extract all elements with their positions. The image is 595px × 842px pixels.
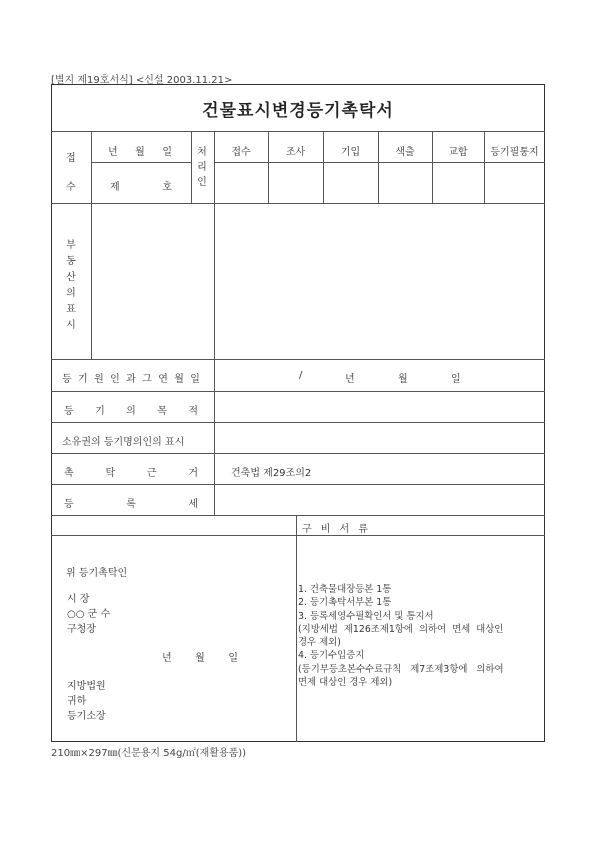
tax-field[interactable] (216, 486, 544, 514)
divider (51, 203, 545, 204)
addressee-label: 귀하 (67, 696, 87, 707)
divider (378, 131, 379, 203)
list-item: 4. 등기수입증지 (298, 650, 365, 662)
divider (484, 131, 485, 203)
list-item: 1. 건축물대장등본 1통 (298, 584, 392, 595)
property-label (64, 238, 78, 334)
divider (191, 131, 192, 203)
day-label: 일 (162, 147, 172, 158)
divider (51, 391, 545, 392)
divider (214, 162, 545, 163)
applicant-county: ○○ 군 수 (67, 609, 111, 620)
col-entry: 기입 (340, 147, 361, 158)
form-footer: 210㎜×297㎜(신문용지 54g/㎡(재활용품)) (51, 748, 247, 759)
divider (432, 131, 433, 203)
cause-date-field[interactable] (216, 361, 544, 390)
reception-number-field[interactable] (110, 178, 172, 193)
divider (51, 359, 545, 360)
applicant-ward: 구청장 (67, 624, 96, 635)
handler-char: 리 (197, 162, 207, 173)
list-item: 경우 제외) (298, 637, 341, 649)
court-label: 지방법원 (67, 681, 106, 692)
property-input-area[interactable] (93, 205, 543, 357)
list-item: 3. 등록세영수필확인서 및 통지서 (298, 610, 434, 622)
divider (91, 162, 191, 163)
property-char: 부 (66, 240, 76, 251)
registrar-label: 등기소장 (67, 711, 106, 722)
handler-char: 인 (197, 177, 207, 188)
cause-date-day: 일 (451, 374, 461, 385)
list-item: 2. 등기촉탁서부본 1통 (298, 597, 392, 609)
basis-value: 건축법 제29조의2 (231, 468, 312, 479)
number-prefix: 제 (110, 182, 120, 193)
owner-display-field[interactable] (216, 424, 544, 452)
divider (51, 535, 545, 536)
col-index: 색출 (395, 147, 415, 158)
cause-date-slash: / (299, 370, 303, 381)
divider (51, 484, 545, 485)
reception-label-bottom: 수 (66, 182, 76, 193)
divider (51, 131, 545, 132)
col-notice: 등기필통지 (490, 147, 539, 158)
col-reception: 접수 (231, 147, 251, 158)
property-char: 시 (66, 320, 76, 331)
divider (51, 453, 545, 454)
cause-date-month: 월 (398, 374, 408, 385)
tax-label: 등 록 세 (64, 499, 198, 510)
reception-label-top: 접 (66, 153, 76, 164)
cause-date-year: 년 (345, 374, 355, 385)
applicant-date[interactable] (162, 649, 238, 664)
property-char: 산 (66, 272, 76, 283)
list-item: (등기부등초본수수료규칙 제7조제3항에 의하여 (298, 663, 504, 675)
day-label: 일 (228, 653, 238, 664)
list-item: (지방세법 제126조제1항에 의하여 면세 대상인 (298, 623, 504, 635)
page-title: 건물표시변경등기촉탁서 (202, 101, 394, 121)
month-label: 월 (195, 653, 205, 664)
handler-label (195, 145, 209, 190)
cause-date-label: 등 기 원 인 과 그 연 월 일 (62, 374, 200, 385)
applicant-mayor: 시 장 (67, 594, 90, 605)
list-item: 면제 대상인 경우 제외) (298, 677, 393, 689)
divider (51, 422, 545, 423)
property-char: 의 (66, 288, 76, 299)
property-char: 표 (66, 304, 76, 315)
year-label: 년 (162, 653, 172, 664)
col-check: 교합 (448, 147, 468, 158)
divider (268, 131, 269, 203)
month-label: 월 (135, 147, 145, 158)
number-suffix: 호 (162, 182, 172, 193)
documents-list (298, 583, 544, 689)
divider (51, 515, 545, 516)
form-header: [별지 제19호서식] <신설 2003.11.21> (51, 75, 233, 86)
property-char: 동 (66, 256, 76, 267)
purpose-field[interactable] (216, 393, 544, 421)
divider (296, 515, 297, 742)
divider (91, 131, 92, 359)
col-investigation: 조사 (285, 147, 306, 158)
basis-label: 촉 탁 근 거 (64, 468, 198, 479)
handler-char: 처 (197, 147, 207, 158)
year-label: 년 (108, 147, 118, 158)
applicant-intro: 위 등기촉탁인 (66, 568, 128, 579)
divider (323, 131, 324, 203)
owner-display-label: 소유권의 등기명의인의 표시 (62, 437, 185, 448)
documents-header: 구 비 서 류 (302, 524, 368, 535)
reception-date-field[interactable] (108, 143, 172, 158)
purpose-label: 등 기 의 목 적 (64, 406, 198, 417)
